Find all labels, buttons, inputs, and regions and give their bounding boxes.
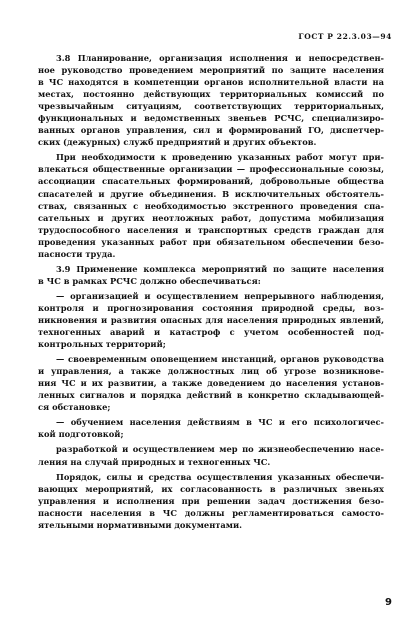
text-line: ассоциации спасательных формирований, добровольные общества: [38, 176, 384, 187]
text-line: функциональных и ведомственных звеньев РСЧС, специализиро-: [38, 113, 384, 124]
text-line: пасности населения в ЧС должны регламентироваться самосто-: [38, 507, 384, 518]
text-line: ствах, связанных с необходимостью экстренного проведения спа-: [38, 200, 384, 211]
text-line: — организацией и осуществлением непрерывного наблюдения,: [56, 290, 384, 301]
document-header: ГОСТ Р 22.3.03—94: [298, 32, 392, 41]
text-line: чрезвычайным ситуациям, соответствующих территориальных,: [38, 101, 384, 112]
text-line: трудоспособного населения и транспортных средств граждан для: [38, 224, 384, 235]
paragraph: [38, 416, 384, 440]
text-line: 3.8 Планирование, организация исполнения и непосредствен-: [56, 53, 384, 63]
text-line: влекаться общественные организации — профессиональные союзы,: [38, 164, 384, 175]
text-line: 3.9 Применение комплекса мероприятий по защите населения: [56, 263, 384, 274]
text-line: ния ЧС и их развитии, а также доведением до населения установ-: [38, 378, 384, 389]
text-line: контрольных территорий;: [38, 339, 166, 350]
text-line: проведения указанных работ при обязательном обеспечении безо-: [38, 236, 384, 247]
page-number: 9: [385, 597, 392, 608]
text-line: ления на случай природных и техногенных ЧС.: [38, 456, 271, 467]
text-line: в ЧС находятся в компетенции органов исполнительной власти на: [38, 77, 384, 88]
document-body: [38, 52, 384, 531]
text-line: При необходимости к проведению указанных работ могут при-: [56, 152, 384, 163]
paragraph: [38, 443, 384, 467]
text-line: ное руководство проведением мероприятий по защите населения: [38, 65, 384, 76]
text-line: — своевременным оповещением инстанций, органов руководства: [56, 354, 384, 365]
paragraph: [38, 471, 384, 531]
text-line: пасности труда.: [38, 248, 116, 259]
paragraph: [38, 353, 384, 413]
text-line: и управления, а также должностных лиц об угрозе возникнове-: [38, 366, 384, 377]
text-line: местах, постоянно действующих территориальных комиссий по: [38, 89, 384, 100]
text-line: спасателей и другие объединения. В исключительных обстоятель-: [38, 188, 384, 199]
text-line: ленных сигналов и порядка действий в конкретно складывающей-: [38, 390, 384, 401]
text-line: разработкой и осуществлением мер по жизнеобеспечению насе-: [56, 444, 384, 455]
text-line: ванных органов управления, сил и формирований ГО, диспетчер-: [38, 125, 384, 136]
paragraph: [38, 263, 384, 287]
paragraph: [38, 52, 384, 148]
paragraph: [38, 151, 384, 259]
text-line: управления и исполнения при решении задач достижения безо-: [38, 495, 384, 506]
text-line: сательных и других неотложных работ, допустима мобилизация: [38, 212, 384, 223]
text-line: ских (дежурных) служб предприятий и других объектов.: [38, 137, 317, 148]
paragraph: [38, 290, 384, 350]
text-line: вающих мероприятий, их согласованность в различных звеньях: [38, 483, 384, 494]
text-line: в ЧС в рамках РСЧС должно обеспечиваться:: [38, 275, 261, 286]
text-line: контроля и прогнозирования состояния природной среды, воз-: [38, 302, 384, 313]
text-line: — обучением населения действиям в ЧС и его психологичес-: [56, 417, 384, 428]
text-line: Порядок, силы и средства осуществления указанных обеспечи-: [56, 471, 384, 482]
text-line: ся обстановке;: [38, 402, 111, 413]
text-line: ятельными нормативными документами.: [38, 519, 243, 530]
text-line: никновения и развития опасных для населения природных явлений,: [38, 314, 384, 325]
text-line: кой подготовкой;: [38, 429, 124, 440]
text-line: техногенных аварий и катастроф с учетом особенностей под-: [38, 327, 384, 338]
